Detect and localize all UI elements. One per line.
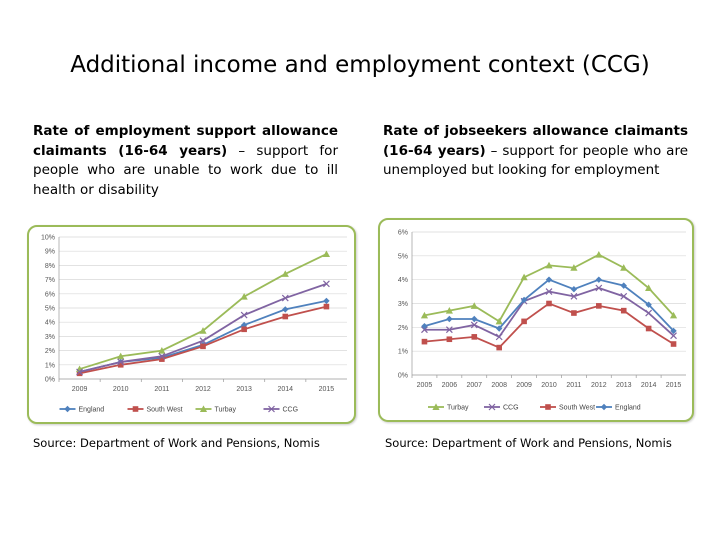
x-tick-label: 2012 (195, 386, 211, 393)
x-tick-label: 2014 (277, 386, 294, 393)
legend-item (264, 406, 299, 414)
data-point (496, 334, 502, 340)
y-tick-label: 7% (44, 277, 55, 285)
legend-label: Turbay (447, 404, 469, 412)
y-tick-label: 10% (40, 234, 55, 242)
data-point (471, 316, 477, 322)
data-point (421, 323, 427, 329)
y-tick-label: 4% (397, 277, 408, 285)
x-tick-label: 2015 (318, 386, 335, 393)
data-point (241, 327, 247, 333)
y-tick-label: 1% (44, 362, 55, 370)
right-description (383, 122, 688, 181)
data-point (571, 310, 577, 316)
y-tick-label: 1% (397, 348, 408, 356)
y-tick-label: 3% (44, 333, 55, 341)
x-tick-label: 2008 (491, 382, 507, 389)
legend-marker (601, 404, 607, 410)
x-tick-label: 2013 (236, 386, 252, 393)
right-description-rest: – support for people who are unemployed but looking for employment (383, 142, 689, 178)
y-tick-label: 0% (397, 372, 408, 380)
y-tick-label: 6% (44, 291, 55, 299)
x-tick-label: 2009 (71, 386, 88, 393)
y-tick-label: 6% (397, 229, 408, 237)
left-description (33, 122, 338, 200)
left-source-note: Source: Department of Work and Pensions, Nomis (33, 436, 320, 450)
jsa-line-chart (380, 220, 692, 420)
right-source-note: Source: Department of Work and Pensions, Nomis (385, 436, 672, 450)
x-tick-label: 2013 (615, 382, 632, 389)
x-tick-label: 2011 (566, 382, 582, 389)
legend-marker (545, 404, 551, 410)
right-description-bold: Rate of jobseekers allowance claimants (16-64 years) (383, 123, 688, 159)
x-tick-label: 2010 (112, 386, 129, 393)
y-tick-label: 9% (44, 248, 55, 256)
y-tick-label: 5% (44, 305, 55, 313)
data-point (446, 316, 452, 322)
data-point (546, 301, 552, 307)
page-title: Additional income and employment context (CCG) (70, 52, 650, 78)
legend-label: England (615, 404, 641, 412)
esa-line-chart (29, 227, 354, 422)
x-tick-label: 2007 (466, 382, 483, 389)
legend-label: CCG (503, 404, 519, 412)
data-point (324, 304, 330, 310)
data-point (621, 308, 627, 314)
data-point (646, 310, 652, 316)
y-tick-label: 5% (397, 253, 408, 261)
legend-item (596, 404, 641, 412)
legend-label: CCG (282, 406, 299, 414)
legend-marker (133, 406, 139, 412)
x-tick-label: 2006 (441, 382, 458, 389)
x-tick-label: 2012 (591, 382, 607, 389)
legend-item (484, 404, 519, 412)
data-point (620, 264, 627, 271)
data-point (471, 334, 477, 340)
series-line (80, 254, 327, 369)
data-point (282, 306, 288, 312)
series-turbay (421, 251, 677, 324)
x-tick-label: 2009 (516, 382, 532, 389)
series-turbay (76, 250, 330, 372)
x-tick-label: 2010 (541, 382, 557, 389)
legend-label: Turbay (214, 406, 237, 414)
series-ccg (421, 285, 676, 340)
data-point (200, 344, 206, 350)
legend-label: South West (146, 406, 183, 414)
legend-item (428, 403, 469, 411)
left-description-rest: – support for people who are unable to work due to ill health or disability (33, 142, 338, 198)
legend-label: South West (559, 404, 596, 412)
y-tick-label: 2% (397, 324, 408, 332)
legend-item (128, 406, 183, 413)
legend-item (60, 406, 105, 414)
data-point (596, 276, 602, 282)
data-point (671, 341, 677, 347)
legend (60, 405, 299, 413)
y-tick-label: 4% (44, 319, 55, 327)
legend-marker (64, 406, 70, 412)
y-tick-label: 2% (44, 348, 55, 356)
y-tick-label: 3% (397, 301, 408, 308)
data-point (422, 339, 428, 345)
y-tick-label: 0% (44, 376, 55, 384)
left-description-bold: Rate of employment support allowance claimants (16-64 years) (33, 123, 338, 159)
x-tick-label: 2015 (665, 382, 682, 389)
x-tick-label: 2005 (416, 382, 433, 389)
data-point (447, 336, 453, 342)
legend-item (196, 405, 237, 413)
esa-chart-panel (27, 225, 356, 424)
data-point (596, 303, 602, 309)
data-point (595, 251, 602, 258)
data-point (646, 326, 652, 332)
data-point (496, 345, 502, 351)
legend-label: England (78, 406, 105, 414)
x-tick-label: 2014 (640, 382, 657, 389)
data-point (323, 298, 329, 304)
series-line (424, 304, 673, 348)
jsa-chart-panel (378, 218, 694, 422)
legend (428, 403, 641, 411)
y-tick-label: 8% (44, 262, 55, 270)
data-point (571, 286, 577, 292)
legend-item (540, 404, 595, 411)
data-point (282, 314, 288, 320)
x-tick-label: 2011 (154, 386, 170, 393)
data-point (521, 319, 527, 325)
